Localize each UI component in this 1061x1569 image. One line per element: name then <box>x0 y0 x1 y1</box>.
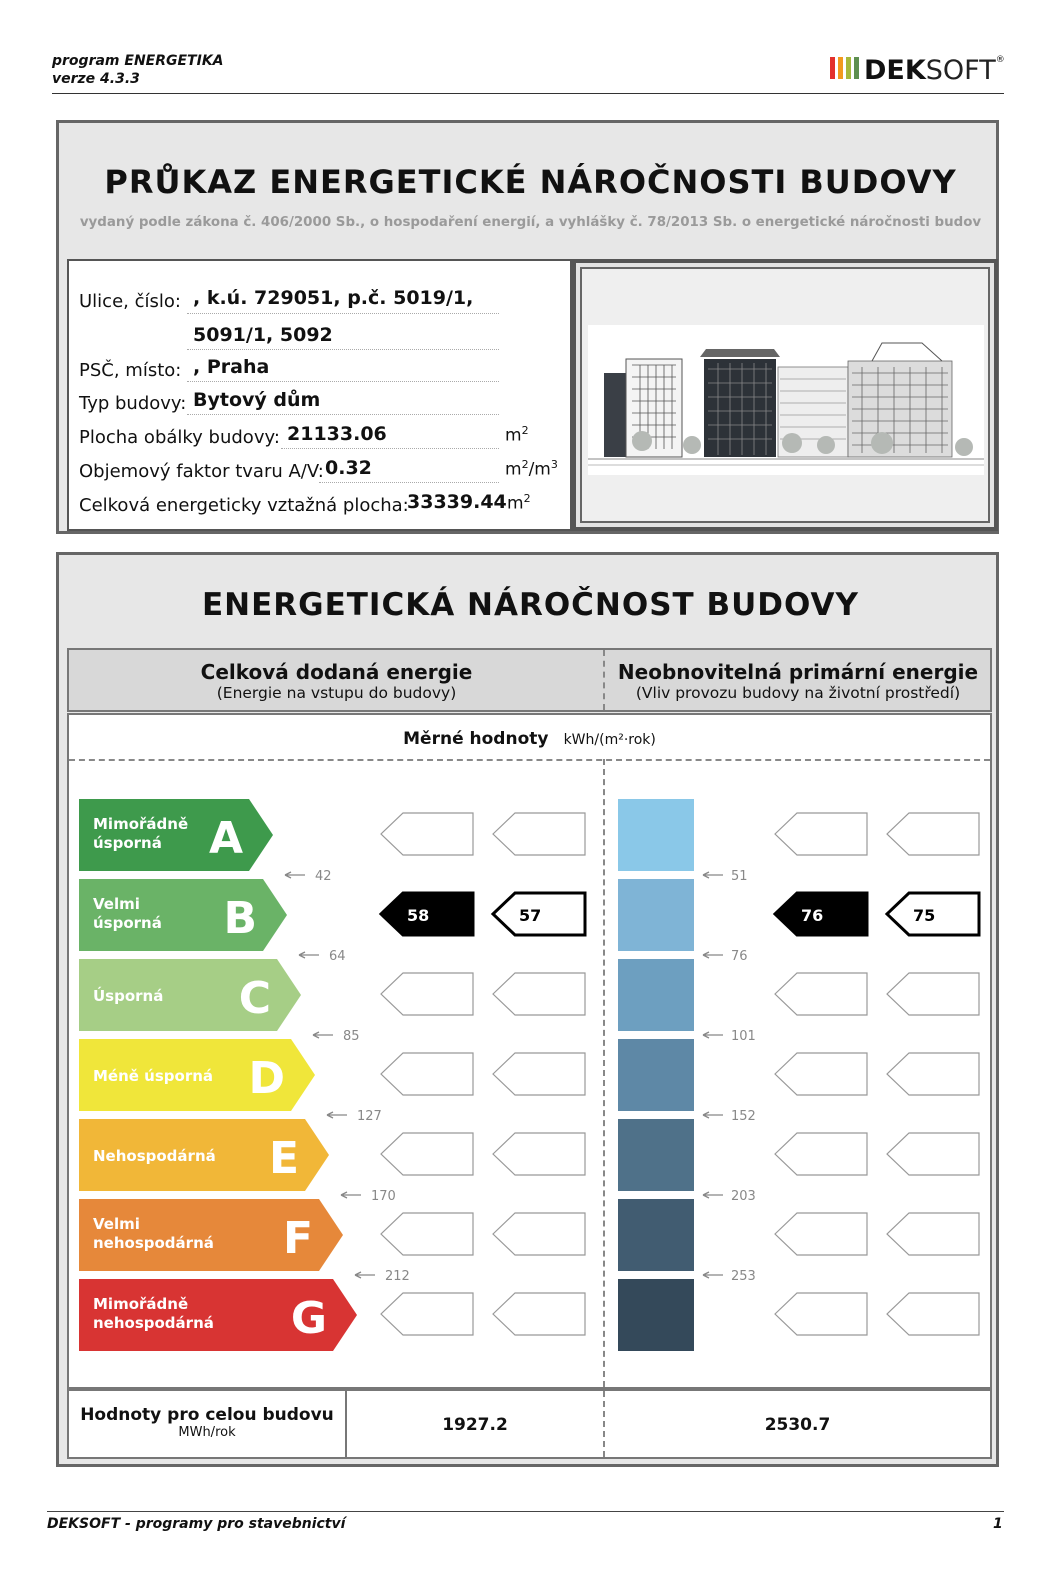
whole-building-label: Hodnoty pro celou budovu <box>80 1405 334 1425</box>
primary-current-marker-f <box>775 1213 867 1255</box>
primary-reference-marker-d <box>887 1053 979 1095</box>
specific-values-unit: kWh/(m²·rok) <box>563 732 656 748</box>
delivered-threshold-arrow <box>327 1112 347 1118</box>
primary-energy-bar-c <box>618 959 694 1031</box>
deksoft-logo <box>830 56 1005 84</box>
whole-building-unit: MWh/rok <box>178 1425 236 1440</box>
class-label-g: Mimořádně <box>93 1295 189 1313</box>
delivered-threshold-arrow <box>355 1272 375 1278</box>
delivered-threshold-arrow <box>341 1192 361 1198</box>
delivered-reference-marker-c <box>493 973 585 1015</box>
type-label: Typ budovy: <box>79 393 187 414</box>
building-info-box <box>67 259 572 531</box>
specific-values-label: Měrné hodnoty <box>403 729 549 749</box>
column-header-box <box>67 648 992 712</box>
class-label-b: Velmi <box>93 895 140 913</box>
logo-bar <box>854 57 859 79</box>
primary-energy-subtitle: (Vliv provozu budovy na životní prostředí) <box>635 684 961 702</box>
city-value: , Praha <box>193 356 270 378</box>
envelope-value: 21133.06 <box>287 423 387 445</box>
whole-building-label-cell <box>69 1391 347 1457</box>
delivered-threshold-label: 212 <box>385 1269 410 1284</box>
primary-current-value: 76 <box>801 906 824 925</box>
rating-scale-box <box>67 713 992 1389</box>
street-dots-2 <box>187 349 499 350</box>
building-photo-frame <box>572 259 998 531</box>
class-letter-g: G <box>290 1293 327 1344</box>
street-label: Ulice, číslo: <box>79 291 181 312</box>
primary-threshold-label: 152 <box>731 1109 756 1124</box>
total-primary-energy: 2530.7 <box>764 1415 831 1435</box>
primary-reference-value: 75 <box>913 906 936 925</box>
primary-energy-bar-g <box>618 1279 694 1351</box>
street-value-line2: 5091/1, 5092 <box>193 324 333 346</box>
city-label: PSČ, místo: <box>79 360 182 381</box>
primary-threshold-label: 76 <box>731 949 748 964</box>
header-column-divider <box>603 650 605 710</box>
class-label-f-2: nehospodárná <box>93 1234 214 1252</box>
delivered-energy-header <box>69 660 604 702</box>
delivered-current-marker-g <box>381 1293 473 1335</box>
class-label-a: Mimořádně <box>93 815 189 833</box>
class-letter-b: B <box>223 893 257 944</box>
envelope-unit: $m^2$ <box>505 424 529 446</box>
primary-energy-header <box>605 660 991 702</box>
primary-current-marker-c <box>775 973 867 1015</box>
primary-threshold-arrow <box>703 1112 723 1118</box>
delivered-current-marker-e <box>381 1133 473 1175</box>
class-letter-f: F <box>282 1213 313 1264</box>
delivered-current-value: 58 <box>407 906 430 925</box>
delivered-threshold-arrow <box>313 1032 333 1038</box>
footer-divider <box>47 1511 1004 1512</box>
whole-building-row <box>67 1389 992 1459</box>
primary-reference-marker-e <box>887 1133 979 1175</box>
page-number: 1 <box>993 1516 1003 1532</box>
reference-area-unit: $m^2$ <box>507 492 531 514</box>
type-value: Bytový dům <box>193 389 321 411</box>
certificate-subtitle: vydaný podle zákona č. 406/2000 Sb., o hospodaření energií, a vyhlášky č. 78/2013 Sb. o energetické náročnosti budov <box>79 215 982 230</box>
primary-current-marker-g <box>775 1293 867 1335</box>
primary-energy-bar-b <box>618 879 694 951</box>
primary-threshold-label: 203 <box>731 1189 756 1204</box>
primary-threshold-label: 101 <box>731 1029 756 1044</box>
envelope-label: Plocha obálky budovy: <box>79 427 280 448</box>
delivered-current-marker-c <box>381 973 473 1015</box>
city-dots <box>187 381 499 382</box>
class-label-d: Méně úsporná <box>93 1067 214 1085</box>
class-label-a-2: úsporná <box>93 834 162 852</box>
program-info <box>52 52 224 88</box>
delivered-energy-title: Celková dodaná energie <box>200 660 473 684</box>
primary-current-marker-e <box>775 1133 867 1175</box>
delivered-threshold-label: 42 <box>315 869 332 884</box>
delivered-threshold-label: 127 <box>357 1109 382 1124</box>
logo-bars-icon <box>830 57 862 83</box>
shape-factor-label: Objemový faktor tvaru A/V: <box>79 461 324 482</box>
primary-threshold-label: 253 <box>731 1269 756 1284</box>
header-divider <box>52 93 1004 94</box>
primary-energy-bar-d <box>618 1039 694 1111</box>
primary-threshold-label: 51 <box>731 869 748 884</box>
class-label-c: Úsporná <box>93 987 164 1005</box>
primary-energy-title: Neobnovitelná primární energie <box>617 660 979 684</box>
primary-threshold-arrow <box>703 952 723 958</box>
logo-light-text: SOFT <box>925 54 996 86</box>
primary-energy-bar-f <box>618 1199 694 1271</box>
delivered-threshold-arrow <box>299 952 319 958</box>
rating-title: ENERGETICKÁ NÁROČNOST BUDOVY <box>202 587 859 623</box>
street-value-line1: , k.ú. 729051, p.č. 5019/1, <box>193 287 474 309</box>
program-version: verze 4.3.3 <box>52 71 140 87</box>
primary-reference-marker-c <box>887 973 979 1015</box>
rating-scale-graphic <box>69 715 990 1387</box>
class-label-g-2: nehospodárná <box>93 1314 214 1332</box>
energy-rating-panel <box>56 552 999 1467</box>
class-label-e: Nehospodárná <box>93 1147 216 1165</box>
total-delivered-energy: 1927.2 <box>442 1415 508 1435</box>
delivered-threshold-label: 170 <box>371 1189 396 1204</box>
delivered-current-marker-a <box>381 813 473 855</box>
primary-energy-bar-e <box>618 1119 694 1191</box>
delivered-threshold-arrow <box>285 872 305 878</box>
shape-factor-value: 0.32 <box>325 457 372 479</box>
building-photo <box>580 267 990 523</box>
delivered-energy-subtitle: (Energie na vstupu do budovy) <box>216 684 457 702</box>
primary-threshold-arrow <box>703 1032 723 1038</box>
street-dots-1 <box>187 313 499 314</box>
certificate-title: PRŮKAZ ENERGETICKÉ NÁROČNOSTI BUDOVY <box>104 163 957 201</box>
shape-factor-dots <box>319 482 499 483</box>
logo-bar <box>846 57 851 79</box>
primary-reference-marker-f <box>887 1213 979 1255</box>
delivered-reference-marker-d <box>493 1053 585 1095</box>
delivered-reference-value: 57 <box>519 906 542 925</box>
footer-text: DEKSOFT - programy pro stavebnictví <box>47 1516 346 1532</box>
type-dots <box>187 414 499 415</box>
delivered-reference-marker-f <box>493 1213 585 1255</box>
delivered-threshold-label: 64 <box>329 949 346 964</box>
delivered-threshold-label: 85 <box>343 1029 360 1044</box>
class-letter-e: E <box>268 1133 299 1184</box>
logo-bar <box>838 57 843 79</box>
class-letter-a: A <box>208 813 243 864</box>
building-elevation-image <box>582 269 988 521</box>
class-letter-c: C <box>238 973 271 1024</box>
delivered-current-marker-d <box>381 1053 473 1095</box>
primary-energy-bar-a <box>618 799 694 871</box>
primary-current-marker-a <box>775 813 867 855</box>
delivered-reference-marker-a <box>493 813 585 855</box>
primary-threshold-arrow <box>703 1272 723 1278</box>
primary-reference-marker-a <box>887 813 979 855</box>
delivered-reference-marker-e <box>493 1133 585 1175</box>
reference-area-value: 33339.44 <box>407 491 507 513</box>
class-label-f: Velmi <box>93 1215 140 1233</box>
delivered-reference-marker-g <box>493 1293 585 1335</box>
primary-reference-marker-g <box>887 1293 979 1335</box>
class-letter-d: D <box>248 1053 285 1104</box>
class-label-b-2: úsporná <box>93 914 162 932</box>
logo-bar <box>830 57 835 79</box>
program-name: program ENERGETIKA <box>52 53 224 69</box>
logo-registered-mark: ® <box>995 54 1005 65</box>
logo-bold-text: DEK <box>864 54 926 86</box>
primary-current-marker-d <box>775 1053 867 1095</box>
reference-area-label: Celková energeticky vztažná plocha: <box>79 495 409 516</box>
certificate-panel <box>56 120 999 534</box>
delivered-current-marker-f <box>381 1213 473 1255</box>
primary-threshold-arrow <box>703 872 723 878</box>
envelope-dots <box>281 448 499 449</box>
primary-threshold-arrow <box>703 1192 723 1198</box>
shape-factor-unit: $m^2/m^3$ <box>505 458 558 480</box>
